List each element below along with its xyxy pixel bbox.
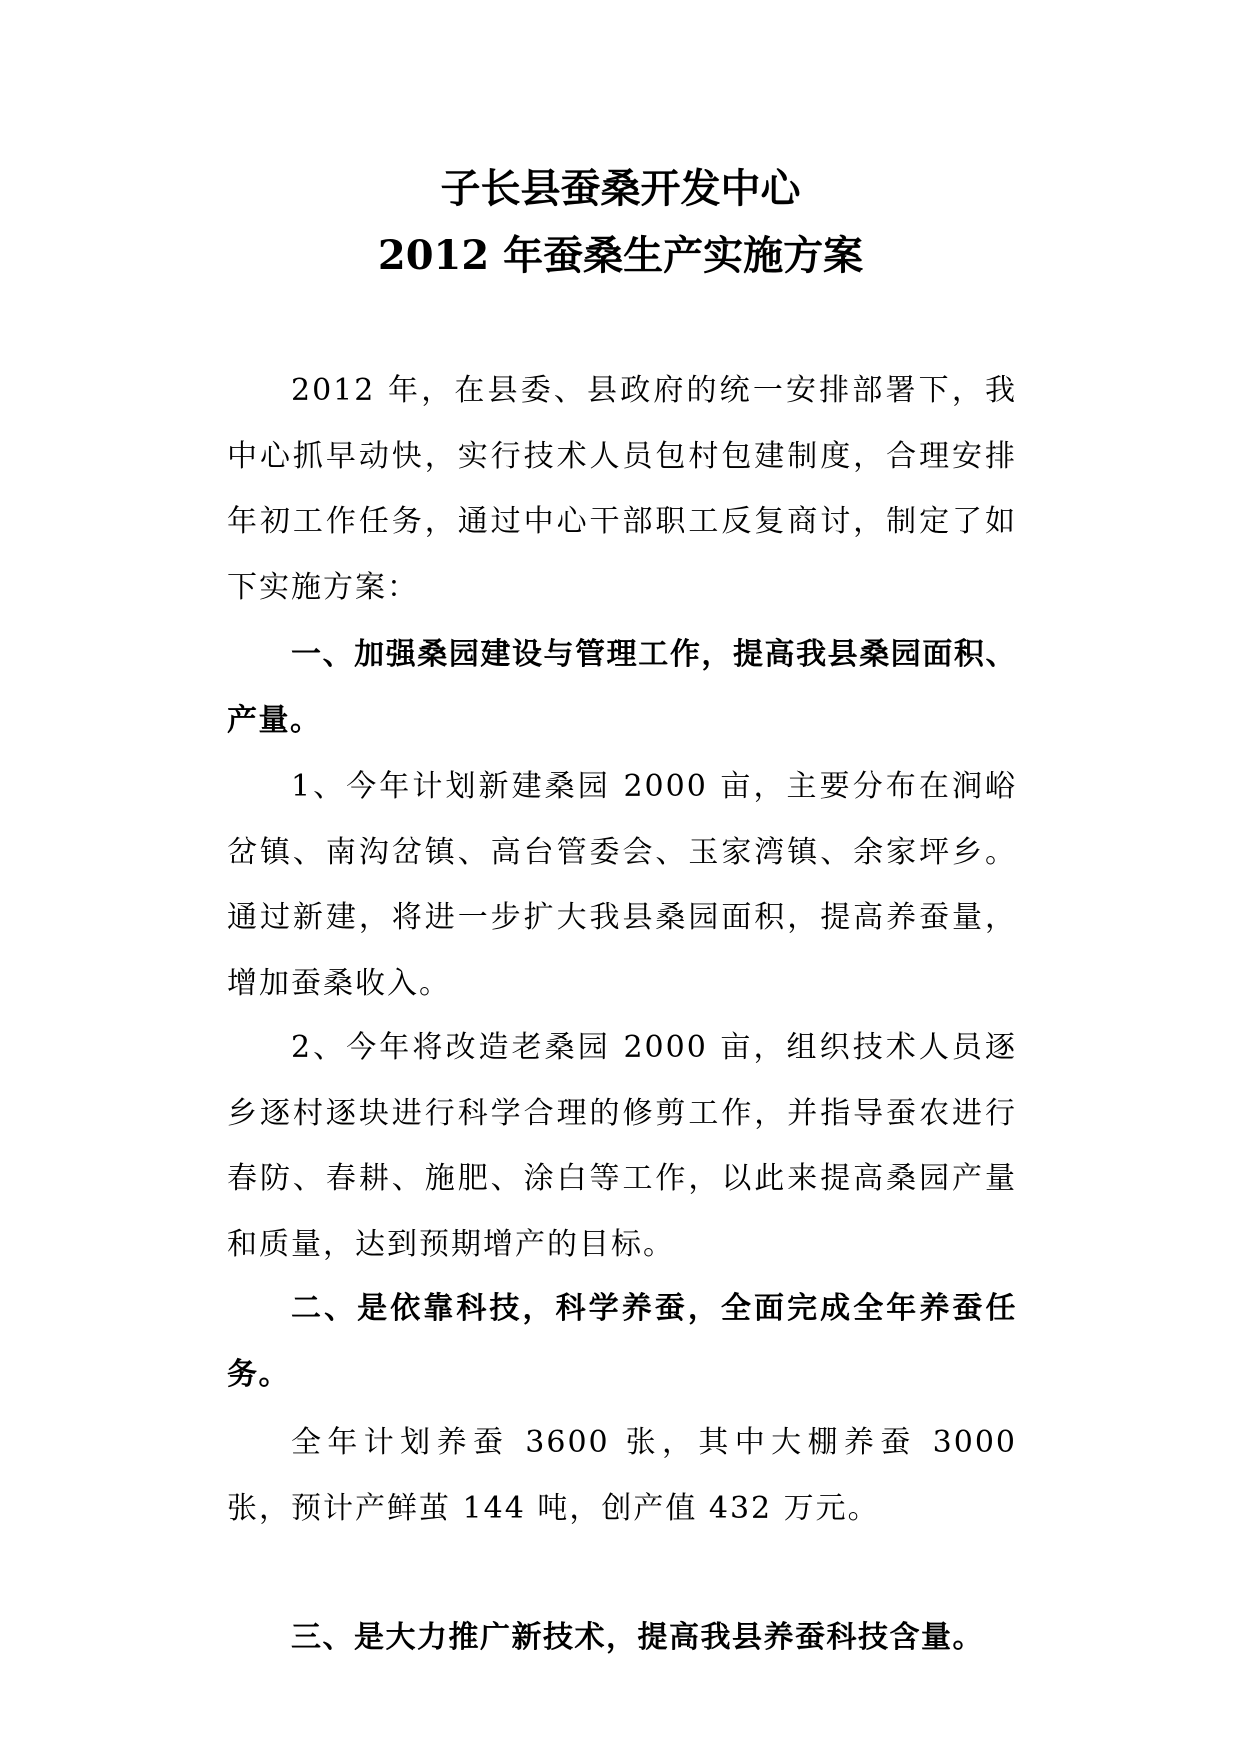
section-heading-2: 二、是依靠科技，科学养蚕，全面完成全年养蚕任务。 (227, 1291, 1017, 1392)
document-title-line2: 2012 年蚕桑生产实施方案 (377, 232, 864, 279)
paragraph-renovate-orchards: 2、今年将改造老桑园 2000 亩，组织技术人员逐乡逐村逐块进行科学合理的修剪工作，并指导蚕农进行春防、春耕、施肥、涂白等工作，以此来提高桑园产量和质量，达到预期增产的目标。 (227, 1030, 1017, 1262)
section-heading-1: 一、加强桑园建设与管理工作，提高我县桑园面积、产量。 (227, 637, 1017, 738)
document-title-line1: 子长县蚕桑开发中心 (440, 165, 801, 212)
section-heading-3: 三、是大力推广新技术，提高我县养蚕科技含量。 (291, 1620, 984, 1655)
paragraph-silkworm-plan: 全年计划养蚕 3600 张，其中大棚养蚕 3000 张，预计产鲜茧 144 吨，创产值 432 万元。 (227, 1425, 1017, 1526)
intro-paragraph: 2012 年，在县委、县政府的统一安排部署下，我中心抓早动快，实行技术人员包村包建制度，合理安排年初工作任务，通过中心干部职工反复商讨，制定了如下实施方案： (227, 373, 1017, 605)
paragraph-new-orchards: 1、今年计划新建桑园 2000 亩，主要分布在涧峪岔镇、南沟岔镇、高台管委会、玉家湾镇、余家坪乡。通过新建，将进一步扩大我县桑园面积，提高养蚕量，增加蚕桑收入。 (227, 769, 1017, 1001)
